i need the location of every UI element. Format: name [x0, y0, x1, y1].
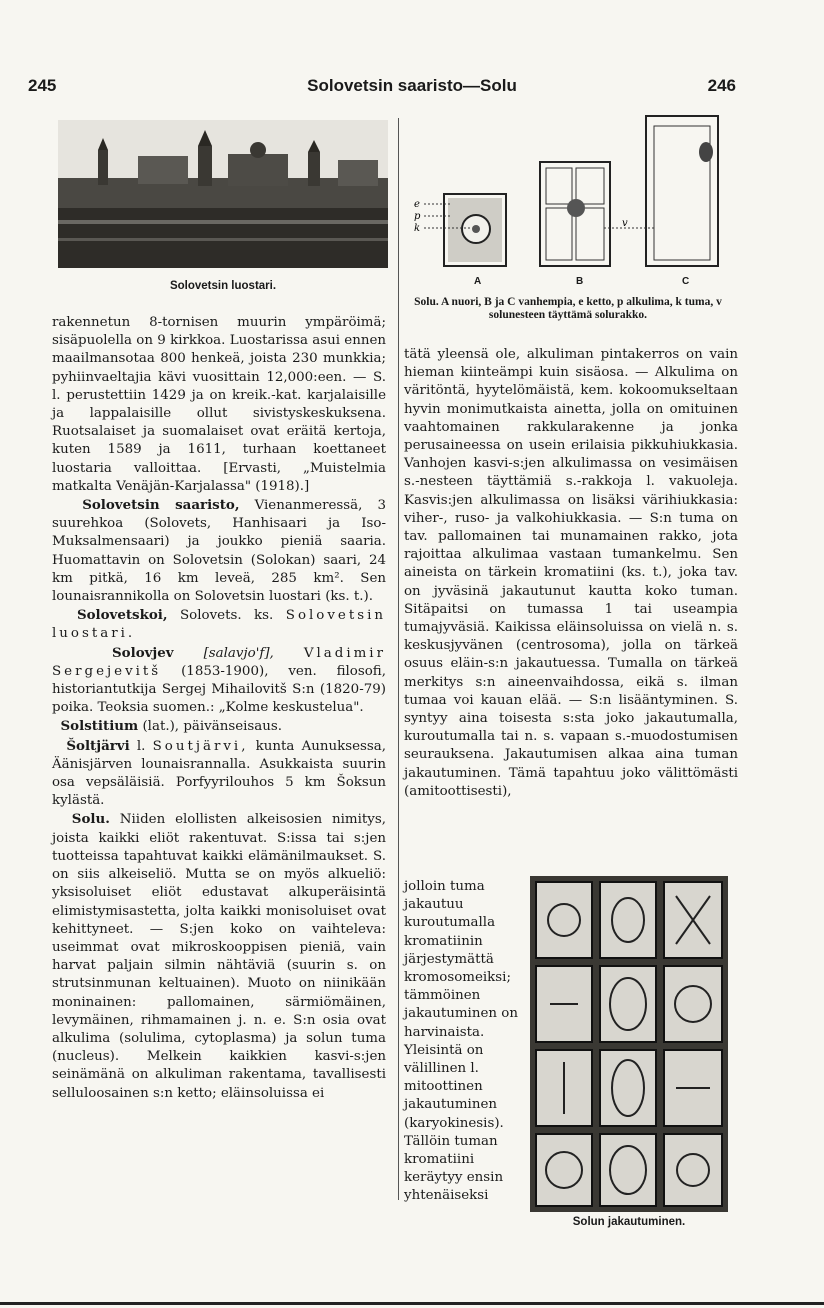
cell-division-caption: Solun jakautuminen.: [572, 1216, 686, 1228]
column-divider: [398, 118, 399, 1200]
headword: Solovjev: [112, 644, 174, 661]
label-e: e: [414, 199, 420, 210]
right-narrow-text: jolloin tuma jakautuu kuroutumalla kromatiinin järjestymättä kromosomeiksi; tämmöinen jakautuminen on harvinaista. Yleisintä on välillinen l. mitoottinen jakautuminen (karyokinesis). Tällöin tuman kromatiini keräytyy ensin yhtenäiseksi: [404, 879, 518, 1204]
right-paragraph: tätä yleensä ole, alkuliman pintakerros on vain hieman kiinteämpi kuin sisäosa. — Alkulima on väritöntä, hyytelömäistä, kem. kokoomukseltaan hyvin monimutkaista ainetta, jolla on omituinen vaahtomainen rakkularakenne ja jonka perusaineessa on usein erilaisia pikkuhiukkasia. Vanhojen kasvi-s:jen alkulimassa on vesimäisen s.-nesteen täyttämiä s.-rakkoja l. vakuoleja. Kasvis:jen alkulimassa on lisäksi värihiukkasia: viher-, ruso- ja valkohiukkasia. — S:n tuma on tav. pallomainen tai munamainen rakko, jota rajoittaa alkulimaa vastaan tumankelmu. Sen aineista on tärkein kromatiini (ks. t.), joka tav. on jyväsinä jakautunut kautta koko tuman. Sitäpaitsi on tumassa 1 tai useampia tumajyväsiä. Kaikissa eläinsoluissa on vielä n. s. keskusjyvänen (centrosoma), jolla on tärkeä osuus eläin-s:n jakautuessa. Tumalla on tärkeä merkitys s:n aineenvaihdossa, eikä s. ilman tumaa voi kauan elää. — S:n lisääntyminen. S. syntyy aina toisesta s:sta joko jakautumalla, kuroutumalla tai n. s. vapaan s.-muodostumisen seurauksena. Jakautumisen alkaa aina tuman jakautuminen. Tämä tapahtuu joko välittömästi (amitoottisesti),: [404, 347, 738, 799]
entry-solstitium: Solstitium (lat.), päivänseisaus.: [60, 718, 283, 735]
page-header: [0, 76, 824, 100]
entry-solu: Solu. Niiden elollisten alkeisosien nimitys, joista kaikki eliöt rakentuvat. S:issa tai s:jen tuotteissa tapahtuvat kaikki elämänilmaukset. S. on siis alkeiseliö. Mutta se on myös alkueliö: yksisoluiset eliöt edustavat alkuperäisintä elimistymisastetta, jolta kaikki monisoluiset ovat kehittyneet. — S:jen koko on vaihteleva: useimmat ovat mikroskooppisen pieniä, vain harvat paljain silmin nähtäviä (suurin s. on strutsinmunan keltuainen). Muoto on niinikään moninainen: pallomainen, särmiömäinen, levymäinen, rihmamainen j. n. e. S:n osia ovat alkulima (solulima, cytoplasma) ja solun tuma (nucleus). Melkein kaikkien kasvi-s:jen seinämänä on alkuliman rakentama, tavallisesti selluloosainen s:n ketto; eläinsoluissa ei: [52, 811, 386, 1101]
entry-solovetsin-saaristo: Solovetsin saaristo, Vienanmeressä, 3 suurehkoa (Solovets, Hanhisaari ja Iso-Muksalmensaari) ja joukko pieniä saaria. Huomattavin on Solovetsin (Solokan) saari, 24 km pitkä, 16 km leveä, 285 km². Sen lounaisrannikolla on Solovetsin luostari (ks. t.).: [52, 497, 386, 605]
monastery-caption: Solovetsin luostari.: [169, 280, 277, 292]
left-column: [52, 314, 386, 1103]
headword: Solu.: [71, 811, 110, 828]
cell-diagram: [410, 112, 726, 270]
cell-division-figure: [530, 876, 728, 1212]
headword: Šoltjärvi: [66, 737, 130, 754]
cell-caption: Solu. A nuori, B ja C vanhempia, e ketto, p alkulima, k tuma, v solunesteen täyttämä solurakko.: [414, 296, 722, 321]
page-number-left: 245: [28, 76, 57, 95]
right-column: [404, 346, 738, 801]
headword: Solovetsin saaristo,: [82, 497, 240, 514]
label-c: C: [682, 276, 690, 287]
label-a: A: [474, 276, 482, 287]
bottom-rule: [0, 1302, 824, 1305]
monastery-photo: [58, 120, 388, 268]
intro-paragraph: rakennetun 8-tornisen muurin ympäröimä; sisäpuolella on 9 kirkkoa. Luostarissa asui ennen maailmansotaa 800 henkeä, joista 230 munkkia; pyhiinvaeltajia kävi vuosittain 12,000:een. — S. l. perustettiin 1429 ja on kreik.-kat. karjalaisille ja lappalaisille ollut sivistyskeskuksena. Ruotsalaiset ja suomalaiset ovat eräitä kertoja, kuten 1589 ja 1611, turhaan koettaneet luostaria valloittaa. [Ervasti, „Muistelmia matkalta Venäjän-Karjalassa" (1918).]: [52, 315, 386, 494]
entry-solovjev: Solovjev [salavjo'f], Vladimir Sergejevitš (1853-1900), ven. filosofi, historiantutkija Sergej Mihailovitš S:n (1820-79) poika. Teoksia suomen.: „Kolme keskustelua".: [52, 644, 386, 716]
running-title: Solovetsin saaristo—Solu: [307, 76, 517, 95]
label-b: B: [576, 276, 584, 287]
entry-soltjarvi: Šoltjärvi l. Soutjärvi, kunta Aunuksessa, Äänisjärven lounaisrannalla. Asukkaista suurin osa vepsäläisiä. Porfyyrilouhos 5 km Šoksun kylästä.: [52, 737, 386, 809]
label-k: k: [414, 223, 421, 234]
headword: Solstitium: [60, 718, 139, 735]
page-number-right: 246: [707, 76, 736, 95]
entry-solovetskoi: Solovetskoi, Solovets. ks. Solovetsin luostari.: [52, 607, 387, 642]
label-p: p: [414, 211, 421, 222]
label-v: v: [622, 218, 628, 229]
headword: Solovetskoi,: [76, 607, 168, 624]
